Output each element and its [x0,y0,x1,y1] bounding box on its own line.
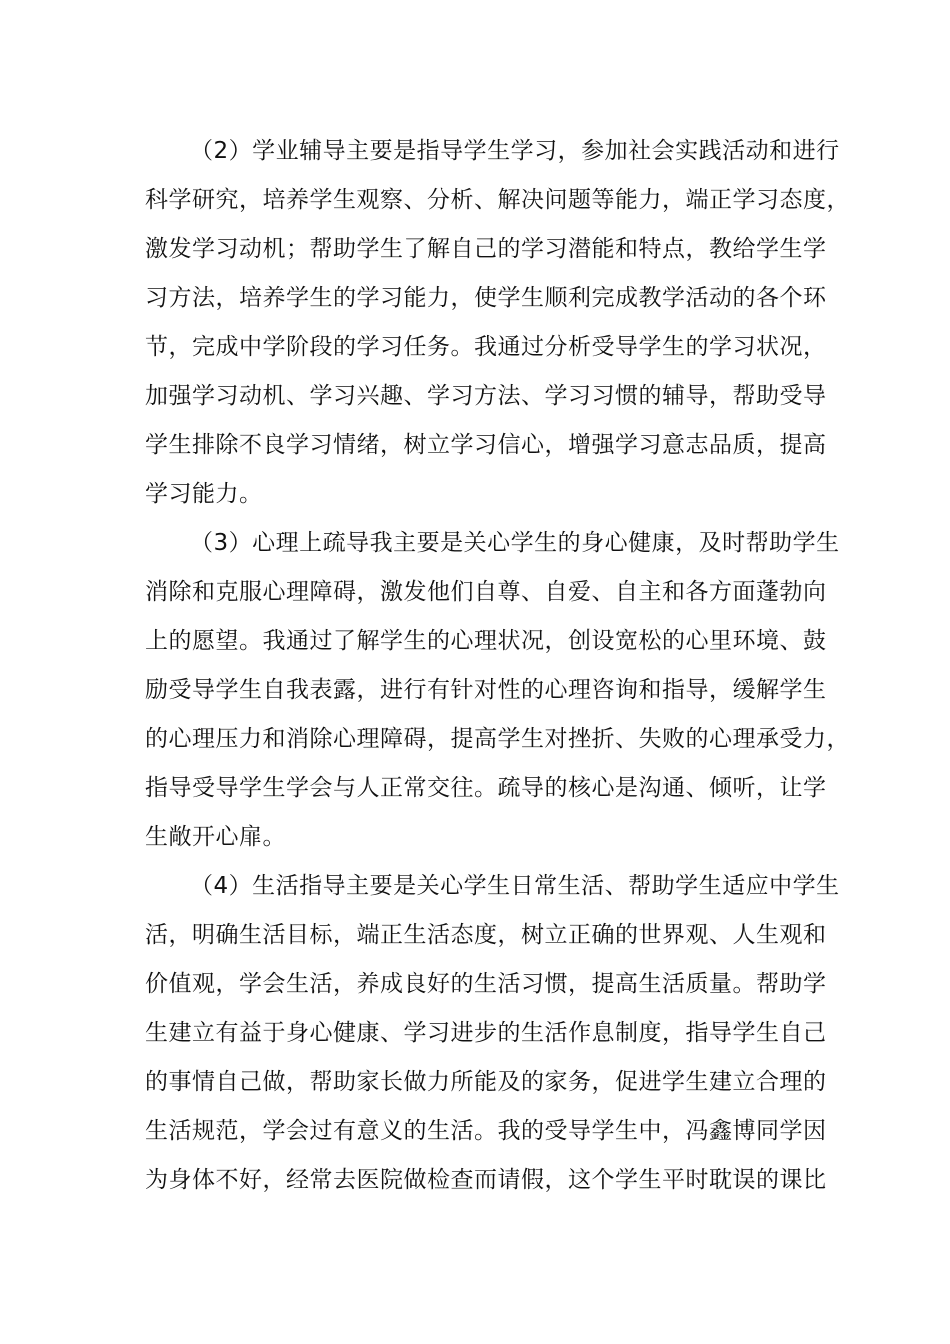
text-line: 加强学习动机、学习兴趣、学习方法、学习习惯的辅导，帮助受导 [145,383,827,409]
text-line: （4）生活指导主要是关心学生日常生活、帮助学生适应中学生 [190,873,840,899]
text-line: 学习能力。 [145,481,263,507]
text-line: 上的愿望。我通过了解学生的心理状况，创设宽松的心里环境、鼓 [145,628,827,654]
text-line: 活，明确生活目标，端正生活态度，树立正确的世界观、人生观和 [145,922,827,948]
text-line: （2）学业辅导主要是指导学生学习，参加社会实践活动和进行 [190,138,840,164]
text-line: 生敞开心扉。 [145,824,286,850]
text-line: 科学研究，培养学生观察、分析、解决问题等能力，端正学习态度， [145,187,850,213]
text-line: （3）心理上疏导我主要是关心学生的身心健康，及时帮助学生 [190,530,840,556]
text-line: 节，完成中学阶段的学习任务。我通过分析受导学生的学习状况， [145,334,827,360]
text-line: 励受导学生自我表露，进行有针对性的心理咨询和指导，缓解学生 [145,677,827,703]
text-line: 习方法，培养学生的学习能力，使学生顺利完成教学活动的各个环 [145,285,827,311]
text-line: 的心理压力和消除心理障碍，提高学生对挫折、失败的心理承受力， [145,726,850,752]
text-line: 学生排除不良学习情绪，树立学习信心，增强学习意志品质，提高 [145,432,827,458]
text-line: 生建立有益于身心健康、学习进步的生活作息制度，指导学生自己 [145,1020,827,1046]
text-line: 激发学习动机；帮助学生了解自己的学习潜能和特点，教给学生学 [145,236,827,262]
text-line: 价值观，学会生活，养成良好的生活习惯，提高生活质量。帮助学 [145,971,827,997]
text-line: 消除和克服心理障碍，激发他们自尊、自爱、自主和各方面蓬勃向 [145,579,827,605]
text-line: 生活规范，学会过有意义的生活。我的受导学生中，冯鑫博同学因 [145,1118,827,1144]
text-line: 的事情自己做，帮助家长做力所能及的家务，促进学生建立合理的 [145,1069,827,1095]
text-line: 为身体不好，经常去医院做检查而请假，这个学生平时耽误的课比 [145,1167,827,1193]
text-line: 指导受导学生学会与人正常交往。疏导的核心是沟通、倾听，让学 [145,775,827,801]
